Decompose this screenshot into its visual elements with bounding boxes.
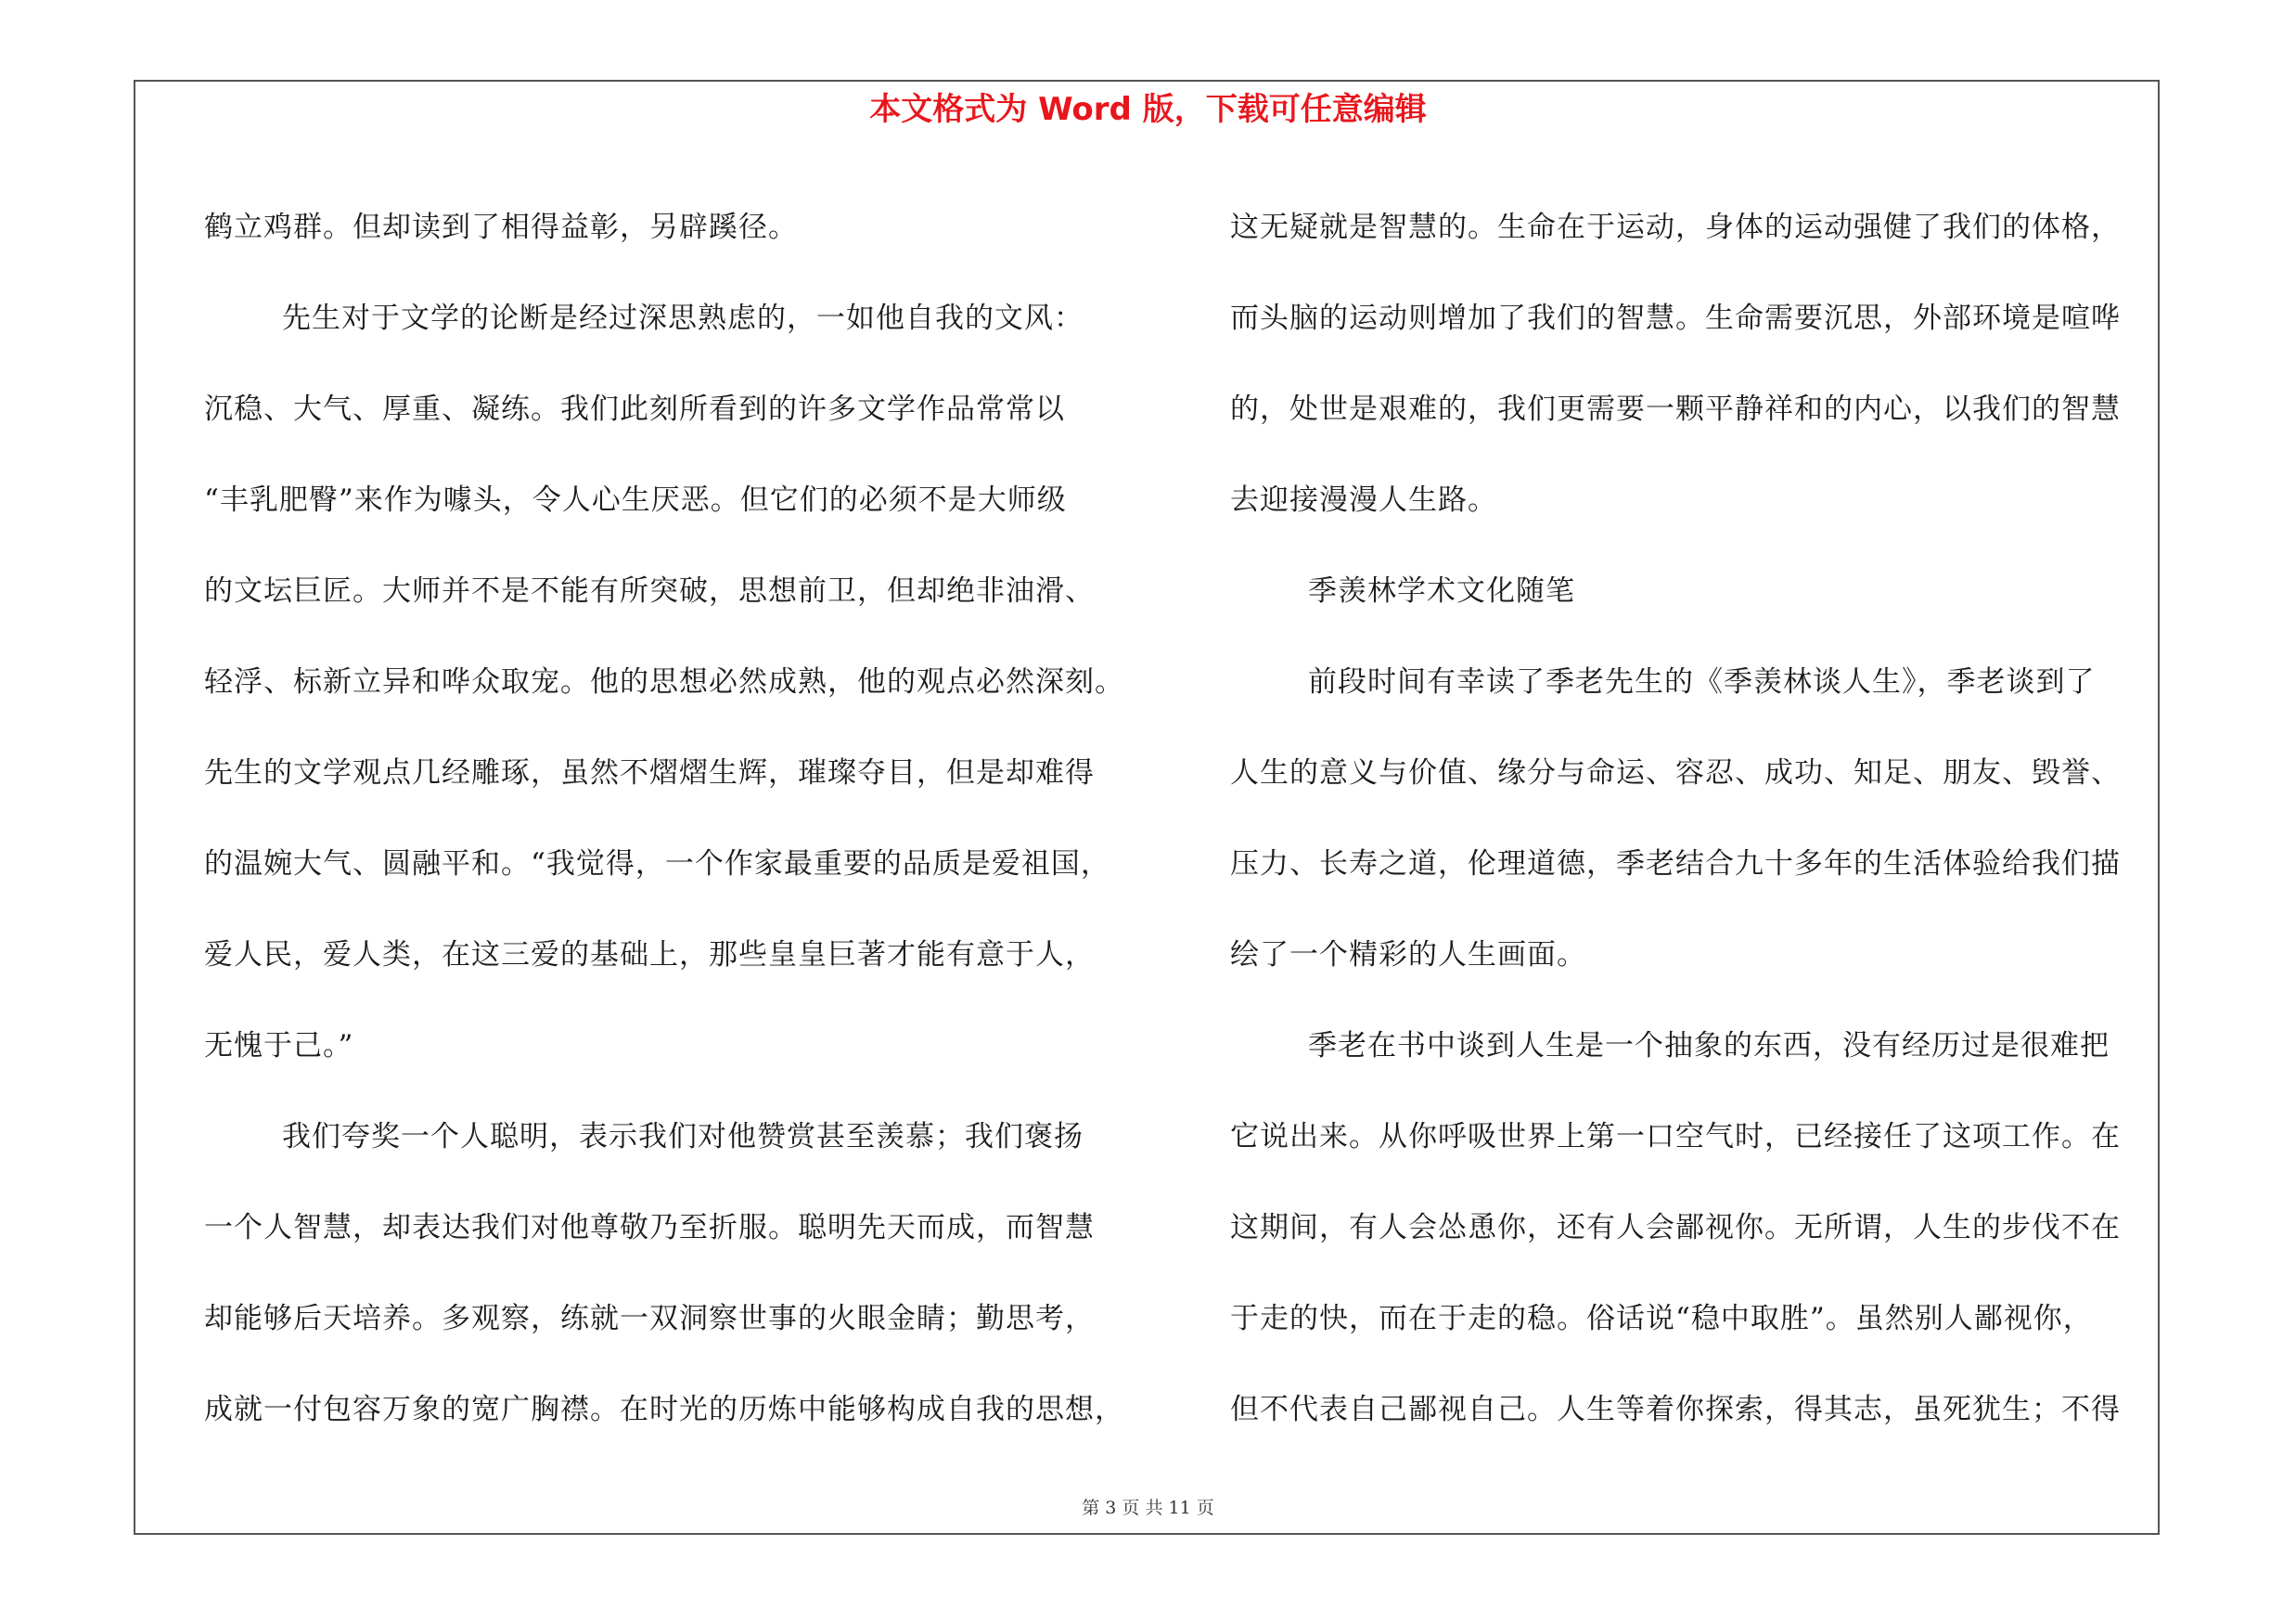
text-line: 的，处世是艰难的，我们更需要一颗平静祥和的内心，以我们的智慧 <box>1230 393 2121 426</box>
text-line: 成就一付包容万象的宽广胸襟。在时光的历炼中能够构成自我的思想， <box>204 1393 1124 1426</box>
text-line: 一个人智慧，却表达我们对他尊敬乃至折服。聪明先天而成，而智慧 <box>204 1211 1095 1244</box>
text-line: 轻浮、标新立异和哗众取宠。他的思想必然成熟，他的观点必然深刻。 <box>204 665 1124 699</box>
text-line: 先生对于文学的论断是经过深思熟虑的，一如他自我的文风： <box>282 302 1084 335</box>
text-line: 它说出来。从你呼吸世界上第一口空气时，已经接任了这项工作。在 <box>1230 1120 2121 1153</box>
text-line: 却能够后天培养。多观察，练就一双洞察世事的火眼金睛；勤思考， <box>204 1302 1095 1335</box>
text-line: 鹤立鸡群。但却读到了相得益彰，另辟蹊径。 <box>204 211 798 244</box>
text-line: 绘了一个精彩的人生画面。 <box>1230 938 1586 972</box>
page-number-footer: 第 3 页 共 11 页 <box>1082 1498 1214 1518</box>
left-column <box>204 182 1169 1455</box>
text-line: 而头脑的运动则增加了我们的智慧。生命需要沉思，外部环境是喧哗 <box>1230 302 2121 335</box>
text-line: 先生的文学观点几经雕琢，虽然不熠熠生辉，璀璨夺目，但是却难得 <box>204 756 1095 790</box>
text-line: 于走的快，而在于走的稳。俗话说“稳中取胜”。虽然别人鄙视你， <box>1230 1302 2093 1335</box>
text-line: “丰乳肥臀”来作为噱头，令人心生厌恶。但它们的必须不是大师级 <box>204 483 1067 517</box>
text-line: 季老在书中谈到人生是一个抽象的东西，没有经历过是很难把 <box>1308 1029 2110 1063</box>
text-line: 沉稳、大气、厚重、凝练。我们此刻所看到的许多文学作品常常以 <box>204 393 1065 426</box>
text-line: 去迎接漫漫人生路。 <box>1230 483 1497 517</box>
text-line: 这期间，有人会怂恿你，还有人会鄙视你。无所谓，人生的步伐不在 <box>1230 1211 2121 1244</box>
right-column <box>1230 182 2158 1455</box>
text-line: 压力、长寿之道，伦理道德，季老结合九十多年的生活体验给我们描 <box>1230 847 2121 881</box>
section-heading: 季羡林学术文化随笔 <box>1308 574 1575 608</box>
text-line: 但不代表自己鄙视自己。人生等着你探索，得其志，虽死犹生；不得 <box>1230 1393 2121 1426</box>
text-line: 前段时间有幸读了季老先生的《季羡林谈人生》，季老谈到了 <box>1308 665 2096 699</box>
text-line: 我们夸奖一个人聪明，表示我们对他赞赏甚至羡慕；我们褒扬 <box>282 1120 1084 1153</box>
text-line: 无愧于己。” <box>204 1029 354 1063</box>
text-line: 的文坛巨匠。大师并不是不能有所突破，思想前卫，但却绝非油滑、 <box>204 574 1095 608</box>
text-line: 爱人民，爱人类，在这三爱的基础上，那些皇皇巨著才能有意于人， <box>204 938 1095 972</box>
text-line: 人生的意义与价值、缘分与命运、容忍、成功、知足、朋友、毁誉、 <box>1230 756 2121 790</box>
text-line: 的温婉大气、圆融平和。“我觉得，一个作家最重要的品质是爱祖国， <box>204 847 1110 881</box>
format-banner: 本文格式为 Word 版，下载可任意编辑 <box>869 91 1427 128</box>
text-line: 这无疑就是智慧的。生命在于运动，身体的运动强健了我们的体格， <box>1230 211 2121 244</box>
